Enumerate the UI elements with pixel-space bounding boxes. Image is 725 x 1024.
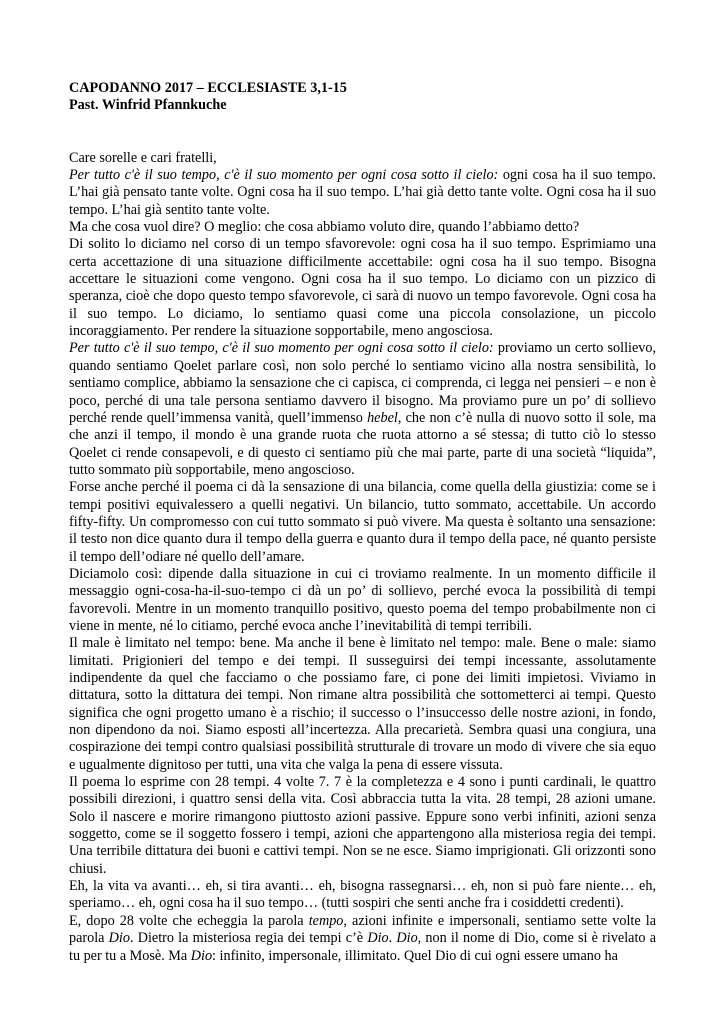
document-title: CAPODANNO 2017 – ECCLESIASTE 3,1-15 [69,80,347,96]
text-run: Il poema lo esprime con 28 tempi. 4 volte 7. 7 è la completezza e 4 sono i punti cardinali, le quattro possibili direzioni, i quattro sensi della vita. Così abbraccia tutta la vita. 28 tempi, 28 azioni umane. Solo il nascere e morire rimangono piuttosto azioni passive. Eppure sono verbi infiniti, azioni senza soggetto, come se il soggetto fossero i tempi, azioni che appartengono alla misteriosa regia dei tempi. Una terribile dittatura dei buoni e cattivi tempi. Non se ne esce. Siamo imprigionati. Gli orizzonti sono chiusi. [69,774,656,877]
paragraph [69,774,656,878]
text-run: Eh, la vita va avanti… eh, si tira avanti… eh, bisogna rassegnarsi… eh, non si può fare niente… eh, speriamo… eh, ogni cosa ha il suo tempo… (tutti sospiri che senti anche fra i cosiddetti credenti). [69,878,656,912]
document-page [69,80,656,965]
italic-text: Dio [396,930,418,947]
paragraph [69,340,656,479]
paragraph [69,878,656,913]
paragraph [69,566,656,635]
text-run: E, dopo 28 volte che echeggia la parola [69,912,309,929]
text-run: : infinito, impersonale, illimitato. Quel Dio di cui ogni essere umano ha [212,947,618,964]
paragraph [69,635,656,774]
paragraph [69,150,656,167]
paragraph [69,913,656,965]
text-run: Di solito lo diciamo nel corso di un tempo sfavorevole: ogni cosa ha il suo tempo. Esprimiamo una certa accettazione di una situazione difficilmente accettabile: ogni cosa ha il suo tempo. Bisogna accettare le situazioni come vengono. Ogni cosa ha il suo tempo. Lo diciamo con un pizzico di speranza, cioè che dopo questo tempo sfavorevole, ci sarà di nuovo un tempo favorevole. Ogni cosa ha il suo tempo. Lo diciamo, lo sentiamo quasi come una piccola consolazione, un piccolo incoraggiamento. Per rendere la situazione sopportabile, meno angosciosa. [69,236,656,340]
italic-text: Per tutto c'è il suo tempo, c'è il suo momento per ogni cosa sotto il cielo: [69,167,499,184]
text-run: , azioni infinite e impersonali, sentiamo sette volte la parola [69,912,656,947]
text-run: ogni cosa ha il suo tempo. L’hai già pensato tante volte. Ogni cosa ha il suo tempo. L’hai già detto tante volte. Ogni cosa ha il suo tempo. L’hai già sentito tante volte. [69,167,656,218]
spacer [69,115,656,150]
italic-text: tempo [308,912,344,929]
text-run: Il male è limitato nel tempo: bene. Ma anche il bene è limitato nel tempo: male. Bene o male: siamo limitati. Prigionieri del tempo e dei tempi. Il susseguirsi dei tempi incessante, assolutamente indipendente da quel che facciamo o che possiamo fare, ci pone dei limiti impietosi. Viviamo in dittatura, sotto la dittatura dei tempi. Non rimane altra possibilità che sottometterci ai tempi. Questo significa che ogni progetto umano è a rischio; il successo o l’insuccesso delle nostre azioni, in fondo, non dipendono da noi. Siamo esposti all’incertezza. Alla precarietà. Sembra quasi una congiura, una cospirazione dei tempi contro qualsiasi possibilità strutturale di trovare un modo di vivere che sia equo e ugualmente dignitoso per tutti, una vita che valga la pena di essere vissuta. [69,635,656,773]
italic-text: Dio [108,930,130,947]
italic-text: Per tutto c'è il suo tempo, c'è il suo momento per ogni cosa sotto il cielo: [69,340,494,357]
text-run: Forse anche perché il poema ci dà la sensazione di una bilancia, come quella della giustizia: come se i tempi positivi equivalessero a quelli negativi. Un bilancio, tutto sommato, accettabile. Un accordo fifty-fifty. Un compromesso con cui tutto sommato si può vivere. Ma questa è soltanto una sensazione: il testo non dice quanto dura il tempo della guerra e quanto dura il tempo della pace, né quanto persiste il tempo dell’odiare né quello dell’amare. [69,479,656,565]
text-run: proviamo un certo sollievo, quando sentiamo Qoelet parlare così, non solo perché lo sentiamo vicino alla nostra sensibilità, lo sentiamo complice, abbiamo la sensazione che ci capisca, ci comprenda, ci legga nei pensieri – e non è poco, perché di una tale persona sentiamo davvero il bisogno. Ma proviamo pure un po’ di sollievo perché rende quell’immensa vanità, quell’immenso [69,340,656,426]
text-run: Diciamolo così: dipende dalla situazione in cui ci troviamo realmente. In un momento difficile il messaggio ogni-cosa-ha-il-suo-tempo ci dà un po’ di sollievo, perché evoca la possibilità di tempi favorevoli. Mentre in un momento tranquillo positivo, questo poema del tempo probabilmente non ci viene in mente, né lo citiamo, perché evoca anche l’inevitabilità di tempi terribili. [69,565,656,634]
text-run: , che non c’è nulla di nuovo sotto il sole, ma che anzi il tempo, il mondo è una grande ruota che ruota attorno a sé stessa; di tutto ciò lo stesso Qoelet ci rende consapevoli, e di questo ci sentiamo più che mai parte, parte di una società “liquida”, tutto sommato più sopportabile, meno angoscioso. [69,409,656,478]
paragraph [69,236,656,340]
italic-text: Dio [367,930,389,947]
sermon-body [69,150,656,965]
paragraph [69,219,656,236]
text-run: . Dietro la misteriosa regia dei tempi c’è [129,930,368,947]
paragraph [69,167,656,219]
text-run: . [388,930,397,947]
italic-text: Dio [190,947,213,964]
document-author: Past. Winfrid Pfannkuche [69,97,227,114]
text-run: , non il nome di Dio, come si è rivelato a tu per tu a Mosè. Ma [69,930,656,964]
text-run: Care sorelle e cari fratelli, [69,149,217,166]
text-run: Ma che cosa vuol dire? O meglio: che cosa abbiamo voluto dire, quando l’abbiamo detto? [69,219,580,236]
italic-text: hebel [367,409,398,426]
paragraph [69,479,656,566]
